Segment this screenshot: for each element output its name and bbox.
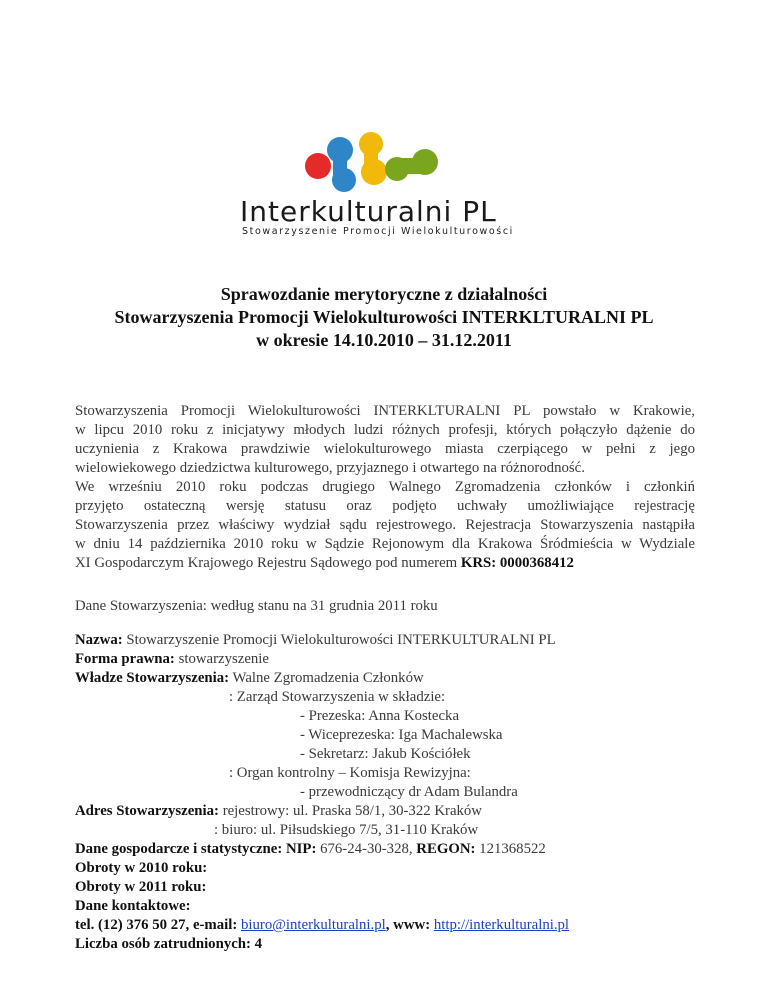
detail-biuro: : biuro: ul. Piłsudskiego 7/5, 31-110 Kraków <box>214 822 479 838</box>
logo-red-dot <box>305 153 331 179</box>
detail-adres: Adres Stowarzyszenia: rejestrowy: ul. Praska 58/1, 30-322 Kraków <box>75 803 482 819</box>
detail-przewodniczacy: - przewodniczący dr Adam Bulandra <box>300 784 518 800</box>
detail-obroty-2010: Obroty w 2010 roku: <box>75 860 208 876</box>
logo-subtitle: Stowarzyszenie Promocji Wielokulturowości <box>242 226 514 237</box>
detail-sekretarz: - Sekretarz: Jakub Kościółek <box>300 746 471 762</box>
detail-contact-line: tel. (12) 376 50 27, e-mail: biuro@interkulturalni.pl, www: http://interkulturalni.pl <box>75 917 570 933</box>
detail-obroty-2011: Obroty w 2011 roku: <box>75 879 207 895</box>
detail-dane-gospodarcze: Dane gospodarcze i statystyczne: NIP: 676-24-30-328, REGON: 121368522 <box>75 841 546 857</box>
logo-mark <box>230 122 535 194</box>
intro-line: w lipcu 2010 roku z inicjatywy młodych ludzi różnych profesji, których połączyło dążenie do <box>75 422 695 438</box>
logo-blue-figure <box>327 137 356 192</box>
document-title <box>40 283 728 352</box>
title-line-1: Sprawozdanie merytoryczne z działalności <box>220 284 548 304</box>
email-link[interactable]: biuro@interkulturalni.pl <box>241 917 386 933</box>
title-line-2: Stowarzyszenia Promocji Wielokulturowości INTERKLTURALNI PL <box>114 307 654 327</box>
detail-prezeska: - Prezeska: Anna Kostecka <box>300 708 460 724</box>
detail-wladze: Władze Stowarzyszenia: Walne Zgromadzenia Członków <box>75 670 424 686</box>
intro-line: uczynienia z Krakowa prawdziwie wielokulturowego miasta czerpiącego w pełni z jego <box>75 441 695 457</box>
detail-wiceprezeska: - Wiceprezeska: Iga Machalewska <box>300 727 503 743</box>
data-header: Dane Stowarzyszenia: według stanu na 31 grudnia 2011 roku <box>75 598 438 614</box>
logo-yellow-figure <box>359 132 387 185</box>
detail-kontakt: Dane kontaktowe: <box>75 898 191 914</box>
logo-green-figure <box>385 149 438 181</box>
intro-line: Stowarzyszenia Promocji Wielokulturowości INTERKLTURALNI PL powstało w Krakowie, <box>75 403 695 419</box>
detail-zarzad: : Zarząd Stowarzyszenia w składzie: <box>229 689 446 705</box>
website-link[interactable]: http://interkulturalni.pl <box>433 917 570 933</box>
intro-line: We wrześniu 2010 roku podczas drugiego Walnego Zgromadzenia członków i członkiń <box>75 479 695 495</box>
krs-number: KRS: 0000368412 <box>460 555 574 571</box>
detail-zatrudnieni: Liczba osób zatrudnionych: 4 <box>75 936 263 952</box>
intro-line: w dniu 14 października 2010 roku w Sądzie Rejonowym dla Krakowa Śródmieścia w Wydziale <box>75 536 695 552</box>
title-line-3: w okresie 14.10.2010 – 31.12.2011 <box>256 330 512 350</box>
intro-text: XI Gospodarczym Krajowego Rejestru Sądowego pod numerem <box>75 555 458 571</box>
intro-paragraph <box>75 402 695 573</box>
detail-organ: : Organ kontrolny – Komisja Rewizyjna: <box>229 765 471 781</box>
intro-line: wielowiekowego dziedzictwa kulturowego, przyjaznego i otwartego na różnorodność. <box>75 460 585 476</box>
logo-name: Interkulturalni PL <box>240 195 497 228</box>
intro-line-krs <box>75 554 695 573</box>
association-details <box>75 631 695 954</box>
detail-nazwa: Nazwa: Stowarzyszenie Promocji Wielokulturowości INTERKULTURALNI PL <box>75 632 556 648</box>
intro-line: przyjęto ostateczną wersję statusu oraz podjęto uchwały umożliwiające rejestrację <box>75 498 695 514</box>
intro-line: Stowarzyszenia przez właściwy wydział sądu rejestrowego. Rejestracja Stowarzyszenia nastąpiła <box>75 517 695 533</box>
logo <box>230 122 535 237</box>
detail-forma: Forma prawna: stowarzyszenie <box>75 651 269 667</box>
